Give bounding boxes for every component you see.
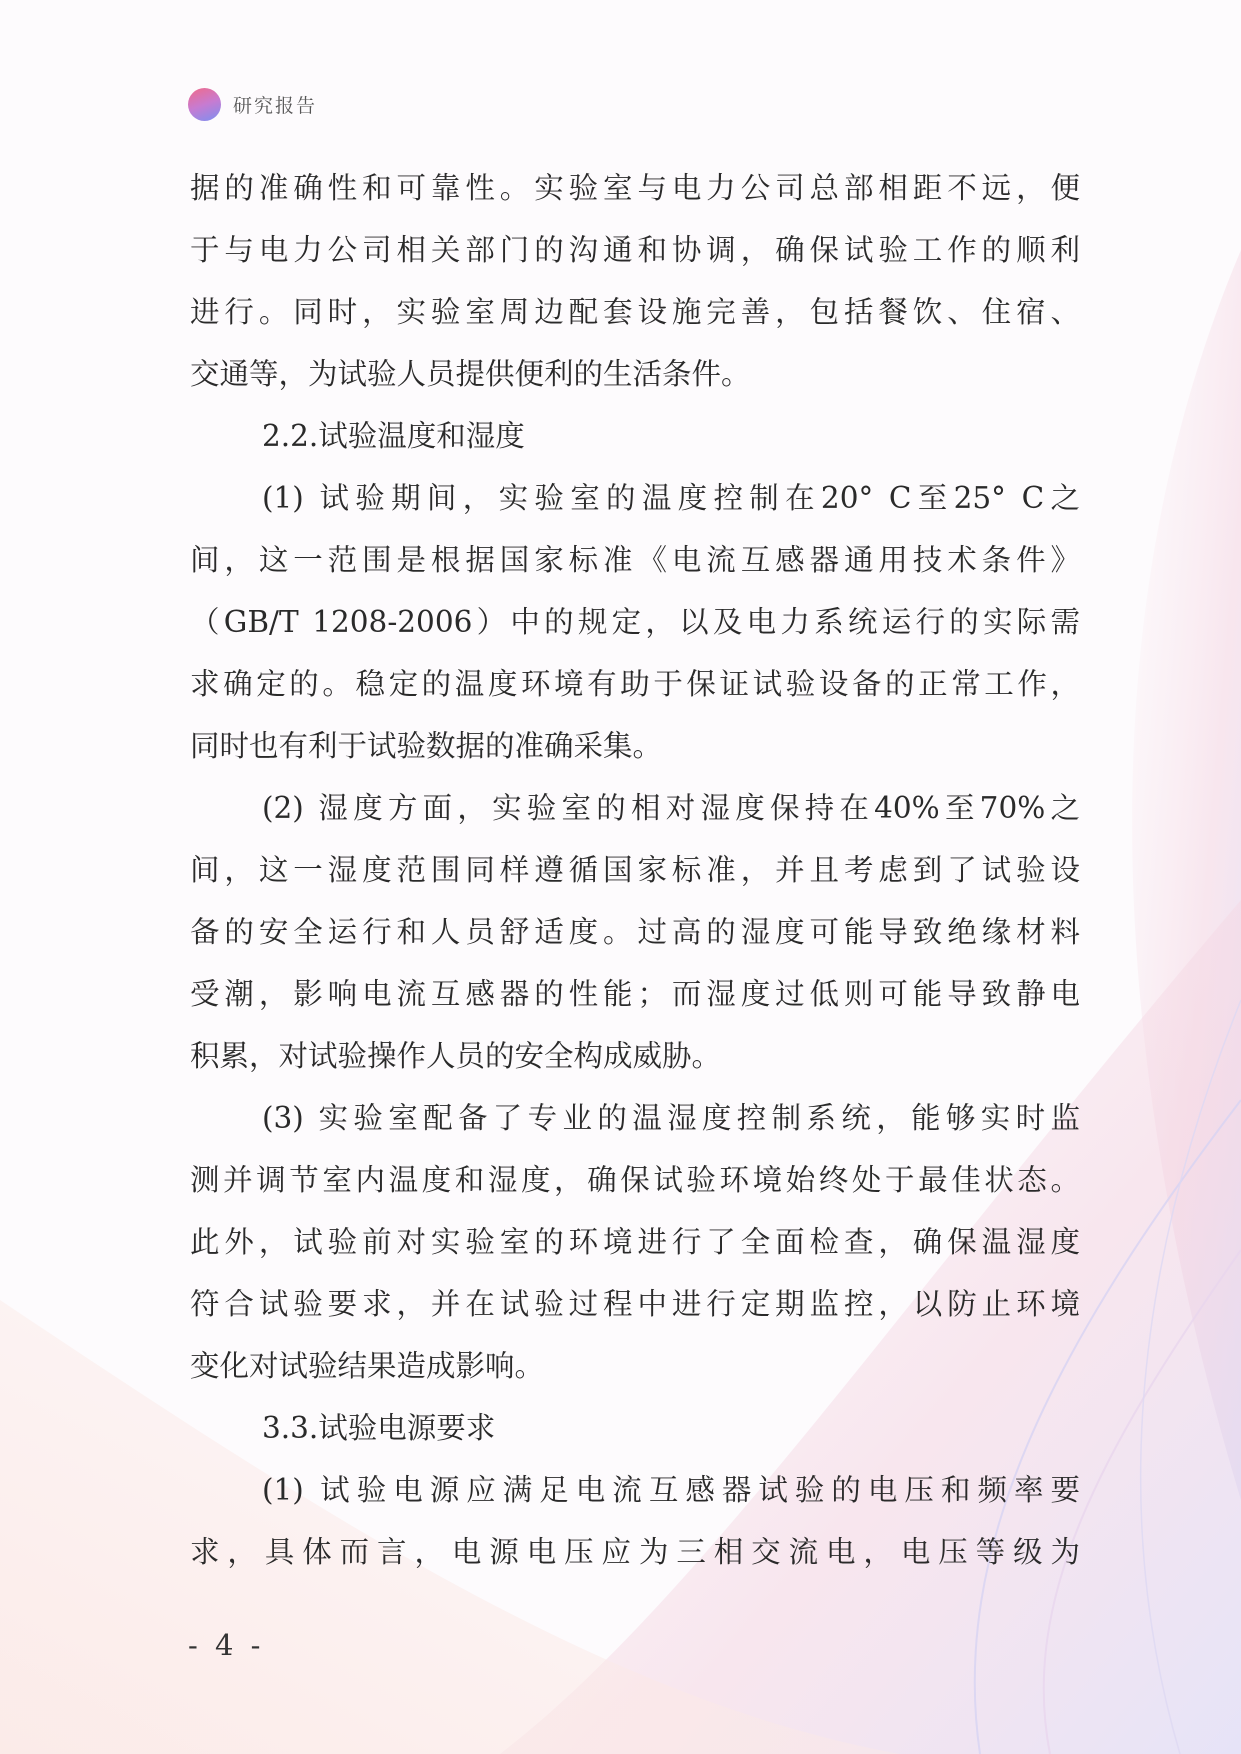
text-line: 据的准确性和可靠性。实验室与电力公司总部相距不远，便: [190, 171, 1080, 205]
text-line: 3.3.试验电源要求: [262, 1411, 496, 1445]
text-line: 符合试验要求，并在试验过程中进行定期监控，以防止环境: [190, 1287, 1080, 1321]
page-number: - 4 -: [188, 1628, 265, 1662]
text-line: (2) 湿度方面，实验室的相对湿度保持在40%至70%之: [262, 791, 1080, 825]
text-line: 进行。同时，实验室周边配套设施完善，包括餐饮、住宿、: [190, 295, 1080, 329]
header-title: 研究报告: [233, 95, 318, 117]
text-line: 间，这一湿度范围同样遵循国家标准，并且考虑到了试验设: [190, 853, 1080, 887]
text-line: (3) 实验室配备了专业的温湿度控制系统，能够实时监: [262, 1101, 1080, 1135]
text-line: 于与电力公司相关部门的沟通和协调，确保试验工作的顺利: [190, 233, 1080, 267]
text-line: 2.2.试验温度和湿度: [262, 419, 525, 453]
text-line: （GB/T 1208-2006）中的规定，以及电力系统运行的实际需: [190, 605, 1080, 639]
text-line: (1) 试验电源应满足电流互感器试验的电压和频率要: [262, 1473, 1080, 1507]
text-line: 求确定的。稳定的温度环境有助于保证试验设备的正常工作，: [190, 667, 1080, 701]
page-header: [188, 88, 317, 121]
text-line: 变化对试验结果造成影响。: [190, 1349, 545, 1383]
text-line: 备的安全运行和人员舒适度。过高的湿度可能导致绝缘材料: [190, 915, 1080, 949]
report-logo-icon: [188, 88, 221, 121]
text-line: 求，具体而言，电源电压应为三相交流电，电压等级为: [190, 1535, 1080, 1569]
text-line: 交通等，为试验人员提供便利的生活条件。: [190, 357, 751, 391]
text-line: (1) 试验期间，实验室的温度控制在20° C至25° C之: [262, 481, 1080, 515]
text-line: 受潮，影响电流互感器的性能；而湿度过低则可能导致静电: [190, 977, 1080, 1011]
text-line: 同时也有利于试验数据的准确采集。: [190, 729, 663, 763]
document-body: [190, 157, 1080, 1583]
text-line: 间，这一范围是根据国家标准《电流互感器通用技术条件》: [190, 543, 1080, 577]
text-line: 积累，对试验操作人员的安全构成威胁。: [190, 1039, 722, 1073]
text-line: 测并调节室内温度和湿度，确保试验环境始终处于最佳状态。: [190, 1163, 1080, 1197]
text-line: 此外，试验前对实验室的环境进行了全面检查，确保温湿度: [190, 1225, 1080, 1259]
